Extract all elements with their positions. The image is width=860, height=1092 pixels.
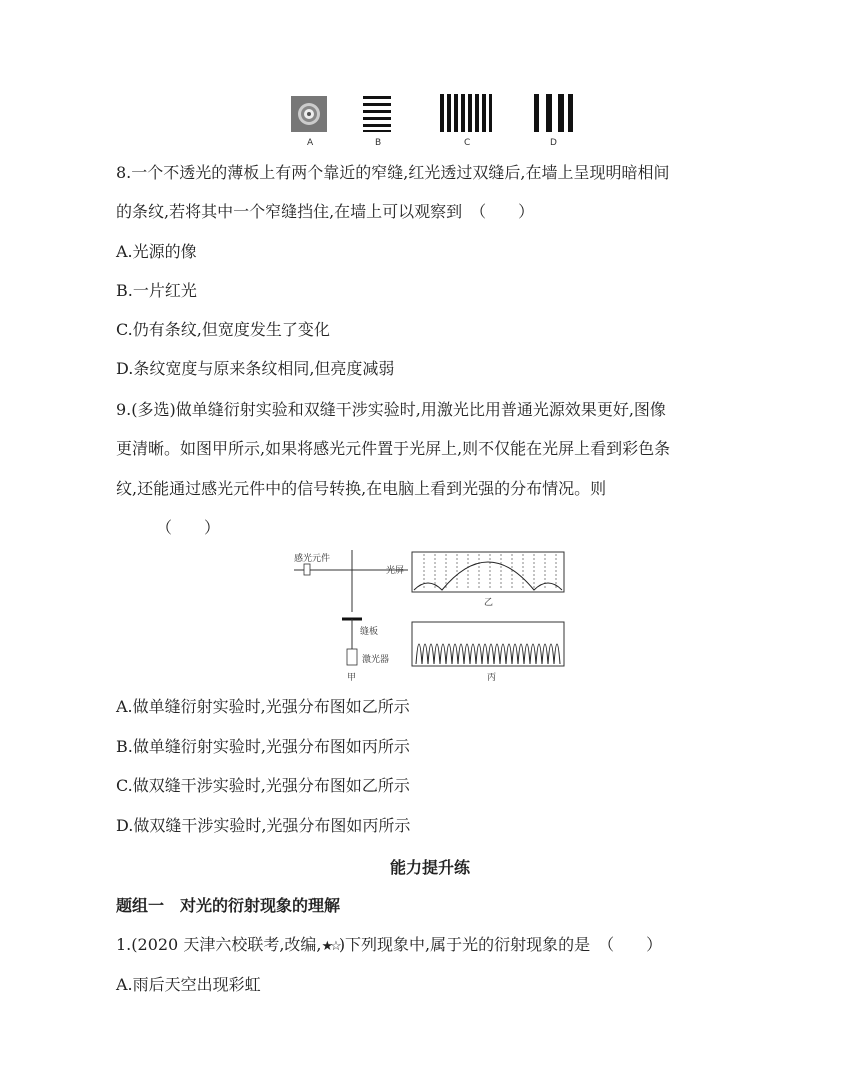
q9-option-d: D.做双缝干涉实验时,光强分布图如丙所示	[116, 816, 411, 835]
pattern-c	[440, 94, 492, 132]
q9-answer-paren: （ ）	[156, 518, 221, 537]
q1-stem	[116, 934, 662, 958]
q1-stem-prefix: 1.(2020 天津六校联考,改编,	[116, 935, 322, 954]
figure-bing-label: 丙	[487, 673, 497, 683]
figure-yi-label: 乙	[484, 598, 494, 608]
pattern-images	[280, 90, 590, 150]
pattern-label-c: C	[464, 138, 471, 148]
sensor-label: 感光元件	[294, 554, 331, 564]
difficulty-stars-icon: ★☆	[321, 939, 339, 954]
q9-stem-line-3: 纹,还能通过感光元件中的信号转换,在电脑上看到光强的分布情况。则	[116, 479, 607, 498]
figure-jia-label: 甲	[347, 673, 357, 683]
q9-option-c: C.做双缝干涉实验时,光强分布图如乙所示	[116, 776, 410, 795]
pattern-b	[363, 96, 391, 132]
section-title: 能力提升练	[389, 858, 470, 877]
pattern-label-b: B	[375, 138, 382, 148]
q9-figure	[290, 546, 580, 686]
pattern-a	[291, 96, 327, 132]
pattern-label-d: D	[550, 138, 557, 148]
top-pattern-figure	[280, 90, 590, 150]
q1-option-a: A.雨后天空出现彩虹	[116, 975, 261, 994]
q8-stem-line-2: 的条纹,若将其中一个窄缝挡住,在墙上可以观察到 （ ）	[116, 202, 535, 221]
q8-stem-line-1: 8.一个不透光的薄板上有两个靠近的窄缝,红光透过双缝后,在墙上呈现明暗相间	[116, 163, 670, 182]
q9-option-a: A.做单缝衍射实验时,光强分布图如乙所示	[116, 697, 410, 716]
q9-stem-line-1: 9.(多选)做单缝衍射实验和双缝干涉实验时,用激光比用普通光源效果更好,图像	[116, 400, 666, 419]
pattern-label-a: A	[307, 138, 314, 148]
screen-label: 光屏	[386, 566, 405, 576]
slit-plate-label: 缝板	[360, 627, 379, 637]
q9-figure-drawing	[290, 546, 580, 686]
q8-option-a: A.光源的像	[116, 242, 197, 261]
q8-option-c: C.仍有条纹,但宽度发生了变化	[116, 320, 330, 339]
pattern-d	[534, 94, 573, 132]
q1-stem-suffix: )下列现象中,属于光的衍射现象的是 （ ）	[338, 935, 663, 954]
q9-option-b: B.做单缝衍射实验时,光强分布图如丙所示	[116, 737, 410, 756]
q8-option-b: B.一片红光	[116, 281, 197, 300]
laser-label: 激光器	[362, 655, 390, 665]
group-title: 题组一 对光的衍射现象的理解	[116, 896, 341, 915]
q9-stem-line-2: 更清晰。如图甲所示,如果将感光元件置于光屏上,则不仅能在光屏上看到彩色条	[116, 439, 671, 458]
q8-option-d: D.条纹宽度与原来条纹相同,但亮度减弱	[116, 359, 395, 378]
